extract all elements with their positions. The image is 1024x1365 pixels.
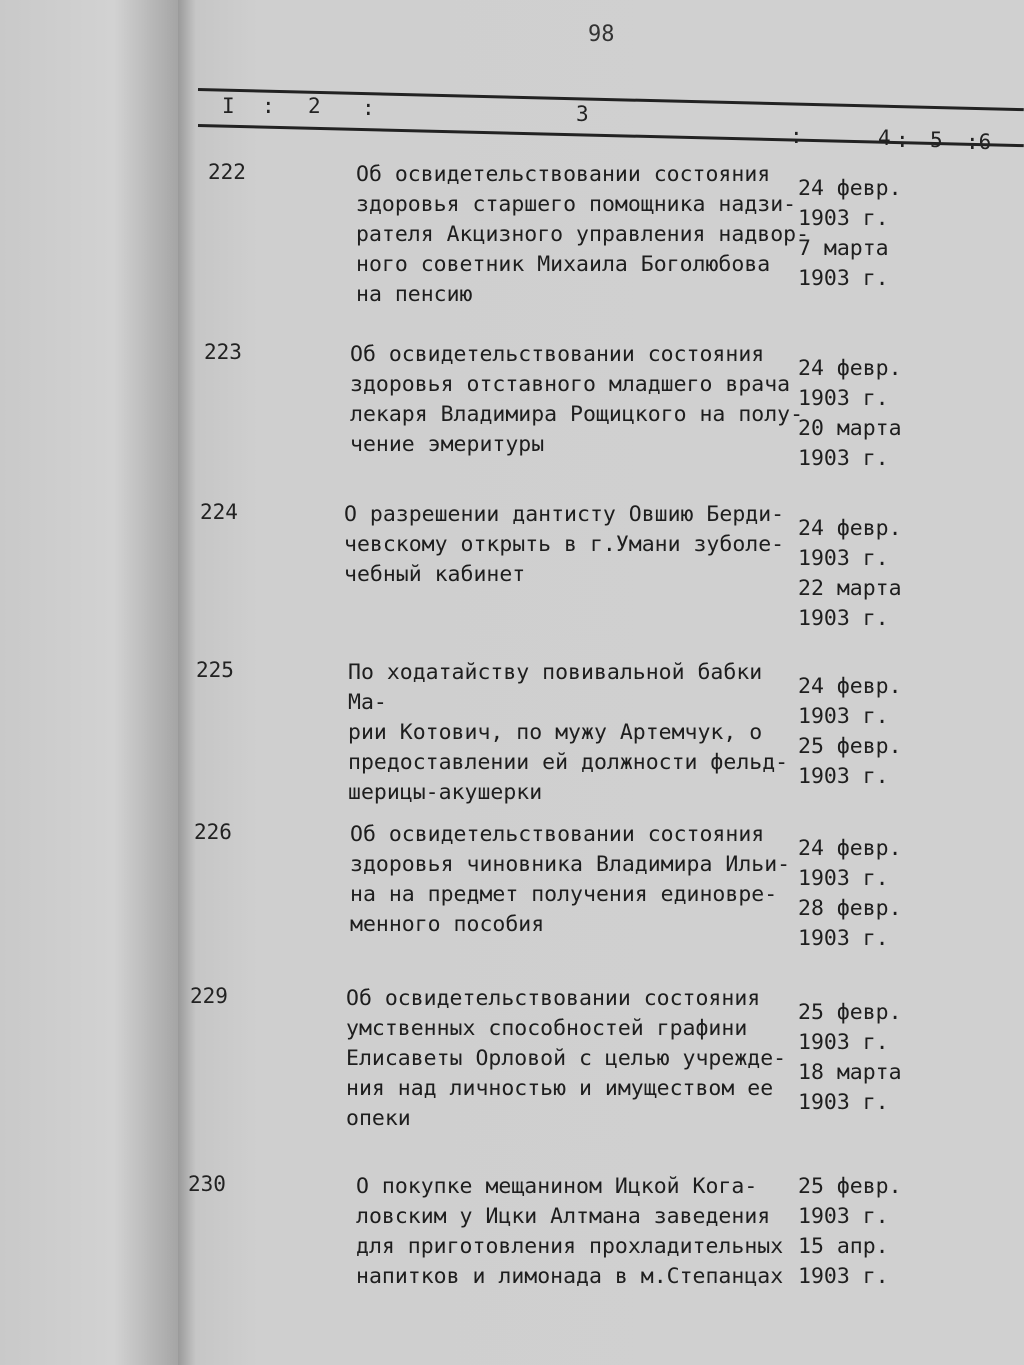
entry-dates: 24 февр. 1903 г. 25 февр. 1903 г.: [798, 674, 902, 789]
column-separator: :: [362, 96, 375, 120]
column-header-4: 4: [878, 126, 891, 150]
entry-dates: 24 февр. 1903 г. 20 марта 1903 г.: [798, 356, 902, 471]
entry-title: О разрешении дантисту Овшию Берди- чевскому открыть в г.Умани зуболе- чебный кабинет: [344, 502, 785, 587]
column-header-1: I: [222, 94, 235, 118]
entry-number: 222: [208, 160, 246, 184]
entry-number: 226: [194, 820, 232, 844]
entry-number: 230: [188, 1172, 226, 1196]
entry-title: Об освидетельствовании состояния умственных способностей графини Елисаветы Орловой с целью учрежде- ния над личностью и имуществом ее опеки: [346, 986, 787, 1131]
column-separator: :: [896, 128, 909, 152]
column-separator: :: [262, 94, 275, 118]
entry-title: По ходатайству повивальной бабки Ма- рии Котович, по мужу Артемчук, о предоставлении ей должности фельд- шерицы-акушерки: [348, 660, 789, 805]
entry-dates: 24 февр. 1903 г. 22 марта 1903 г.: [798, 516, 902, 631]
entry-title: О покупке мещанином Ицкой Кога- ловским у Ицки Алтмана заведения для приготовления прохладительных напитков и лимонада в м.Степанцах: [356, 1174, 784, 1289]
column-header-5: 5: [930, 128, 943, 152]
column-separator: :: [790, 124, 803, 148]
entry-dates: 25 февр. 1903 г. 18 марта 1903 г.: [798, 1000, 902, 1115]
document-page: [178, 0, 1024, 1365]
entry-title: Об освидетельствовании состояния здоровья старшего помощника надзи- рателя Акцизного управления надвор- ного советник Михаила Боголюбова на пенсию: [356, 162, 810, 307]
header-top-rule: [198, 88, 1024, 111]
entry-number: 224: [200, 500, 238, 524]
column-header-2: 2: [308, 94, 321, 118]
entry-title: Об освидетельствовании состояния здоровья чиновника Владимира Ильи- на на предмет получения единовре- менного пособия: [350, 822, 791, 937]
page-number: 98: [588, 22, 615, 47]
column-header-3: 3: [576, 102, 589, 126]
entry-dates: 24 февр. 1903 г. 7 марта 1903 г.: [798, 176, 902, 291]
entry-number: 229: [190, 984, 228, 1008]
entry-number: 223: [204, 340, 242, 364]
entry-title: Об освидетельствовании состояния здоровья отставного младшего врача лекаря Владимира Рощицкого на полу- чение эмеритуры: [350, 342, 804, 457]
left-page-edge: [0, 0, 190, 1365]
entry-dates: 25 февр. 1903 г. 15 апр. 1903 г.: [798, 1174, 902, 1289]
entry-dates: 24 февр. 1903 г. 28 февр. 1903 г.: [798, 836, 902, 951]
entry-number: 225: [196, 658, 234, 682]
column-header-6: :6: [966, 130, 992, 154]
